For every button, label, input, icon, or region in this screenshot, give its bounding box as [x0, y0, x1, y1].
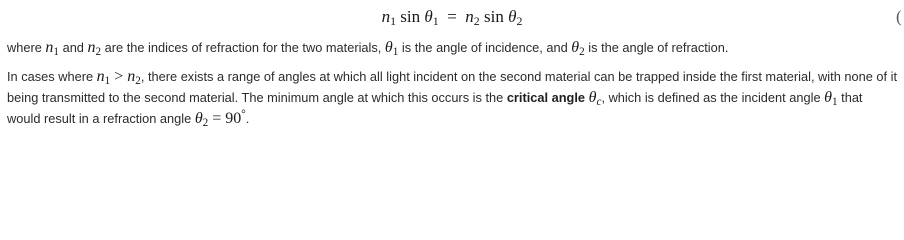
theta2-symbol: θ: [508, 7, 517, 26]
theta-c-symbol: $\theta_c$: [588, 89, 602, 108]
equation-row: [0, 6, 904, 32]
theta1-symbol: $\theta_1$: [824, 89, 838, 108]
paragraph-critical-angle: In cases where $n_1 > n_2$, there exists a range of angles at which all light incident on the second material can be trapped inside the first material, with none of it being transmitted to the second material. The minimum angle at which this occurs is the critical angle $\theta_c$, which is defined as the incident angle $\theta_1$ that would result in a refraction angle $\theta_2 = 90^\circ$.: [7, 68, 898, 129]
equation-number: (: [896, 7, 902, 26]
sin-function: sin: [400, 7, 421, 26]
snells-law-equation: $n_1$ $\sin \theta_1 = n_2$ $\sin \theta_2$: [381, 7, 523, 28]
theta1-symbol: $\theta_1$: [384, 39, 399, 58]
theta1-symbol: θ: [424, 7, 433, 26]
sin-function: sin: [484, 7, 504, 26]
n1-greater-than-n2: $n_1 > n_2$: [96, 68, 141, 87]
equals-sign: =: [447, 7, 457, 26]
n2-symbol: n: [465, 7, 474, 26]
n1-symbol: n: [381, 7, 391, 26]
critical-angle-term: critical angle: [506, 90, 586, 105]
n1-symbol: $n_1$: [45, 39, 60, 58]
n2-symbol: $n_2$: [87, 39, 102, 58]
theta2-equals-90: $\theta_2 = 90^\circ$: [194, 108, 246, 129]
paragraph-definitions: where $n_1$ and $n_2$ are the indices of refraction for the two materials, $\theta_1$ is the angle of incidence, and $\theta_2$ is the angle of refraction.: [7, 39, 729, 58]
theta2-symbol: $\theta_2$: [571, 39, 585, 58]
